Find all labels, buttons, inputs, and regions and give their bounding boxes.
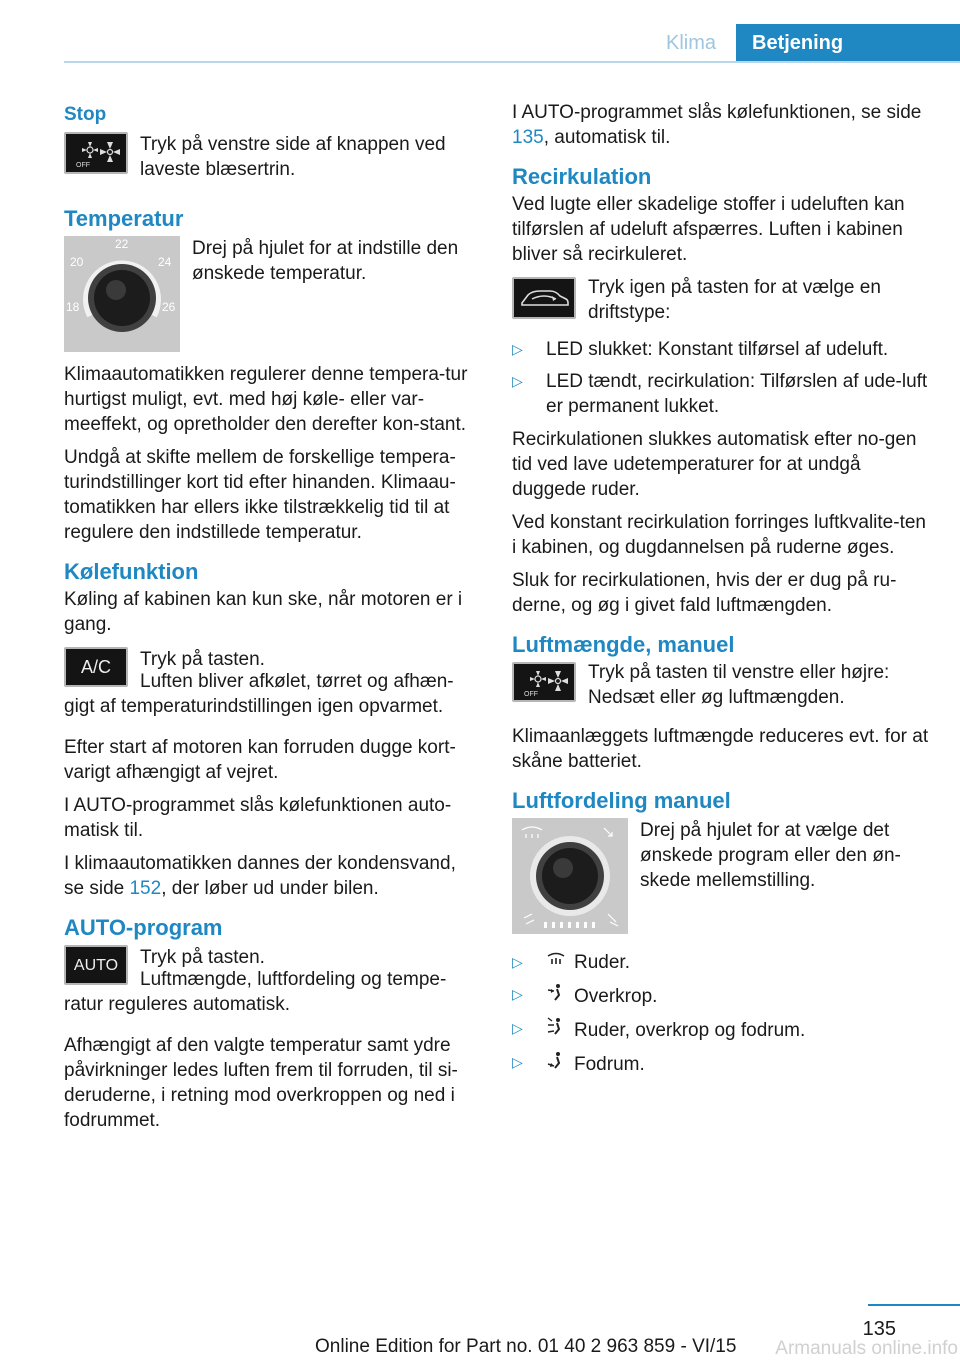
edition-text: Online Edition for Part no. 01 40 2 963 859 - VI/15	[315, 1336, 737, 1357]
page-number: 135	[862, 1318, 896, 1340]
koelefunktion-heading: Kølefunktion	[64, 559, 199, 584]
triangle-bullet-icon: ▷	[512, 1054, 523, 1070]
recirculation-car-icon	[512, 277, 576, 319]
list-item	[512, 337, 930, 362]
header-chapter-tab[interactable]: Betjening	[736, 24, 960, 62]
air-distribution-dial-image	[512, 818, 628, 934]
dial-mark-20: 20	[70, 255, 84, 269]
bullet-text: LED slukket: Konstant tilførsel af udeluft.	[546, 339, 889, 360]
auto-paragraph-1: Afhængigt af den valgte temperatur samt ydre påvirkninger ledes luften frem til forruden, til si-deruderne, i retning mod overkroppen og ned i fodrummet.	[64, 1035, 458, 1131]
footwell-label: Fodrum.	[574, 1054, 645, 1075]
koelefunktion-paragraph-4	[64, 851, 478, 901]
luftmaengde-paragraph-1: Klimaanlæggets luftmængde reduceres evt. for at skåne batteriet.	[512, 726, 929, 772]
luftfordeling-heading: Luftfordeling manuel	[512, 788, 731, 813]
temperatur-paragraph-1: Klimaautomatikken regulerer denne tempera-tur hurtigst muligt, evt. med høj køle- eller var-meeffekt, og opretholder den derefter kon-stant.	[64, 364, 468, 435]
triangle-bullet-icon: ▷	[512, 1020, 523, 1036]
koelefunktion-paragraph-2: Efter start af motoren kan forruden dugge kort-varigt afhængigt af vejret.	[64, 737, 456, 783]
left-column	[64, 100, 478, 1141]
dial-mark-26: 26	[162, 300, 176, 314]
recirkulation-paragraph-2: Recirkulationen slukkes automatisk efter no-gen tid ved lave udetemperaturer for at undgå duggede ruder.	[512, 429, 917, 500]
page-135-link[interactable]: 135	[512, 127, 544, 148]
koelefunktion-paragraph-1: Køling af kabinen kan kun ske, når motoren er i gang.	[64, 589, 463, 635]
upper-body-airflow-icon	[546, 982, 568, 1009]
recirkulation-paragraph-1: Ved lugte eller skadelige stoffer i udeluften kan tilførslen af udeluft afspærres. Luften i kabinen bliver så recirkuleret.	[512, 194, 905, 265]
triangle-bullet-icon: ▷	[512, 986, 523, 1002]
koelefunktion-press-continued: Luften bliver afkølet, tørret og afhæn-gigt af temperaturindstillingen igen opvarmet.	[64, 671, 454, 717]
page-152-link[interactable]: 152	[129, 878, 162, 899]
list-item	[512, 1050, 930, 1077]
all-zones-airflow-icon	[546, 1016, 568, 1043]
koelefunktion-p4-text-a: I klimaautomatikken dannes der kondensvand, se side	[64, 853, 456, 899]
list-item	[512, 950, 930, 975]
koelefunktion-press-text: Tryk på tasten.	[140, 649, 265, 670]
ac-button-label: A/C	[80, 656, 111, 677]
footer-rule	[868, 1304, 960, 1306]
windshield-icon	[546, 950, 568, 975]
svg-text:OFF: OFF	[524, 691, 538, 698]
intro-text-b: , automatisk til.	[543, 127, 671, 148]
recirkulation-button-text: Tryk igen på tasten for at vælge en driftstype:	[588, 277, 881, 323]
temperatur-dial-text: Drej på hjulet for at indstille den ønskede temperatur.	[192, 238, 459, 284]
bullet-text: LED tændt, recirkulation: Tilførslen af ude-luft er permanent lukket.	[546, 371, 928, 417]
temperatur-paragraph-2: Undgå at skifte mellem de forskellige tempera-turindstillinger kort tid efter hinanden. Klimaau-tomatikken har ellers ikke tilstrækkelig tid til at regulere den indstillede temperatur.	[64, 447, 456, 543]
list-item	[512, 982, 930, 1009]
koelefunktion-paragraph-3: I AUTO-programmet slås kølefunktionen auto-matisk til.	[64, 795, 452, 841]
luftmaengde-heading: Luftmængde, manuel	[512, 632, 735, 657]
footwell-airflow-icon	[546, 1050, 568, 1077]
ac-button-icon	[64, 647, 128, 687]
triangle-bullet-icon: ▷	[512, 954, 523, 970]
koelefunktion-p4-text-b: , der løber ud under bilen.	[161, 878, 379, 899]
watermark: Armanuals online.info	[775, 1338, 958, 1359]
all-zones-label: Ruder, overkrop og fodrum.	[574, 1020, 806, 1041]
intro-text-a: I AUTO-programmet slås kølefunktionen, se side	[512, 102, 922, 123]
auto-press-continued: Luftmængde, luftfordeling og tempe-ratur reguleres automatisk.	[64, 969, 447, 1015]
auto-program-heading: AUTO-program	[64, 915, 223, 940]
upper-body-label: Overkrop.	[574, 986, 658, 1007]
triangle-bullet-icon: ▷	[512, 341, 523, 357]
right-intro-paragraph	[512, 100, 930, 150]
dial-mark-24: 24	[158, 255, 172, 269]
recirkulation-heading: Recirkulation	[512, 164, 652, 189]
header-rule	[64, 61, 960, 63]
right-column	[512, 100, 930, 1085]
luftfordeling-list	[512, 950, 930, 1077]
fan-off-button-icon	[512, 662, 576, 702]
auto-button-icon	[64, 945, 128, 985]
fan-off-button-icon	[64, 132, 128, 174]
recirkulation-paragraph-3: Ved konstant recirkulation forringes luftkvalite-ten i kabinen, og dugdannelsen på ruderne øges.	[512, 512, 926, 558]
stop-text: Tryk på venstre side af knappen ved laveste blæsertrin.	[140, 134, 446, 180]
stop-label: Stop	[64, 104, 107, 125]
recirkulation-paragraph-4: Sluk for recirkulationen, hvis der er dug på ru-derne, og øg i givet fald luftmængden.	[512, 570, 897, 616]
header-section-tab[interactable]: Klima	[665, 32, 716, 54]
page-footer	[0, 1304, 960, 1362]
auto-press-text: Tryk på tasten.	[140, 947, 265, 968]
auto-button-label: AUTO	[73, 956, 119, 974]
list-item	[512, 369, 930, 419]
triangle-bullet-icon: ▷	[512, 373, 523, 389]
luftfordeling-dial-text: Drej på hjulet for at vælge det ønskede program eller den øn-skede mellemstilling.	[640, 820, 901, 891]
windshield-label: Ruder.	[574, 952, 630, 973]
recirkulation-bullets	[512, 337, 930, 419]
svg-text:OFF: OFF	[76, 162, 90, 169]
temperatur-heading: Temperatur	[64, 206, 184, 231]
dial-mark-18: 18	[66, 300, 80, 314]
temperature-dial-image	[64, 236, 180, 352]
page-header	[0, 0, 960, 62]
luftmaengde-button-text: Tryk på tasten til venstre eller højre: Nedsæt eller øg luftmængden.	[588, 662, 890, 708]
dial-mark-22: 22	[115, 237, 129, 251]
list-item	[512, 1016, 930, 1043]
